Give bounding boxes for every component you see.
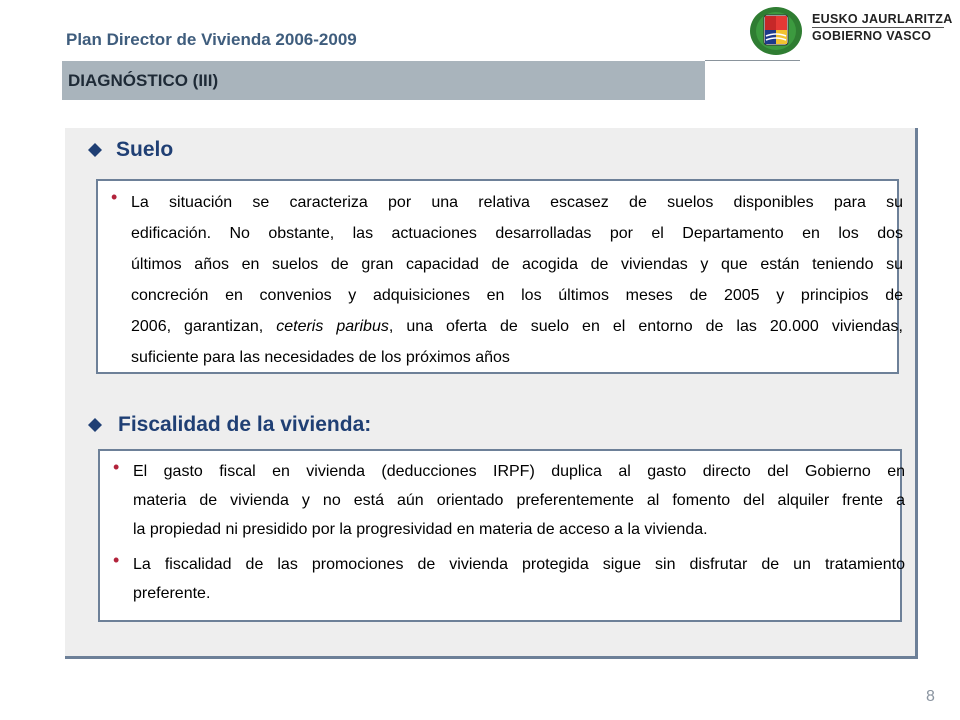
text-line (131, 311, 903, 342)
page-number: 8 (926, 688, 935, 705)
bullet-dot-icon: • (111, 187, 118, 207)
bullet-dot-icon: • (113, 550, 120, 570)
coat-of-arms-icon (748, 6, 804, 56)
section-bar (62, 61, 705, 100)
text-line: últimos años en suelos de gran capacidad de acogida de viviendas y que están teniendo su (131, 256, 903, 273)
text-line: El gasto fiscal en vivienda (deducciones IRPF) duplica al gasto directo del Gobierno en (133, 463, 905, 480)
logo-text-basque: EUSKO JAURLARITZA (812, 12, 953, 26)
heading-fiscalidad-label: Fiscalidad de la vivienda: (118, 413, 372, 436)
fiscalidad-paragraph-1 (133, 457, 905, 544)
bullet-dot-icon: • (113, 457, 120, 477)
suelo-box (96, 179, 903, 374)
diamond-bullet-icon (88, 418, 102, 432)
text-line: concreción en convenios y adquisiciones en los últimos meses de 2005 y principios de (131, 287, 903, 304)
fiscalidad-paragraph-2 (133, 550, 905, 608)
text-line: suficiente para las necesidades de los próximos años (131, 349, 510, 366)
document-title: Plan Director de Vivienda 2006-2009 (66, 30, 357, 49)
suelo-paragraph (131, 187, 903, 373)
heading-suelo (88, 138, 388, 164)
section-title: DIAGNÓSTICO (III) (68, 71, 219, 90)
title-rule (705, 60, 800, 61)
gobierno-vasco-logo (748, 6, 953, 56)
logo-divider (812, 27, 944, 28)
text-line: preferente. (133, 585, 211, 602)
fiscalidad-box (98, 449, 905, 622)
heading-fiscalidad (88, 413, 488, 439)
text-normal: , una oferta de suelo en el entorno de las 20.000 viviendas, (388, 318, 903, 335)
diamond-bullet-icon (88, 143, 102, 157)
logo-text-spanish: GOBIERNO VASCO (812, 29, 932, 43)
text-italic: ceteris paribus (276, 318, 389, 335)
heading-suelo-label: Suelo (116, 138, 174, 161)
text-normal: 2006, garantizan, (131, 318, 264, 335)
text-line: materia de vivienda y no está aún orientado preferentemente al fomento del alquiler frente a (133, 492, 905, 509)
text-line: La fiscalidad de las promociones de vivienda protegida sigue sin disfrutar de un tratamiento (133, 556, 905, 573)
text-line: edificación. No obstante, las actuaciones desarrolladas por el Departamento en los dos (131, 225, 903, 242)
text-line: la propiedad ni presidido por la progresividad en materia de acceso a la vivienda. (133, 521, 708, 538)
text-line: La situación se caracteriza por una relativa escasez de suelos disponibles para su (131, 194, 903, 211)
